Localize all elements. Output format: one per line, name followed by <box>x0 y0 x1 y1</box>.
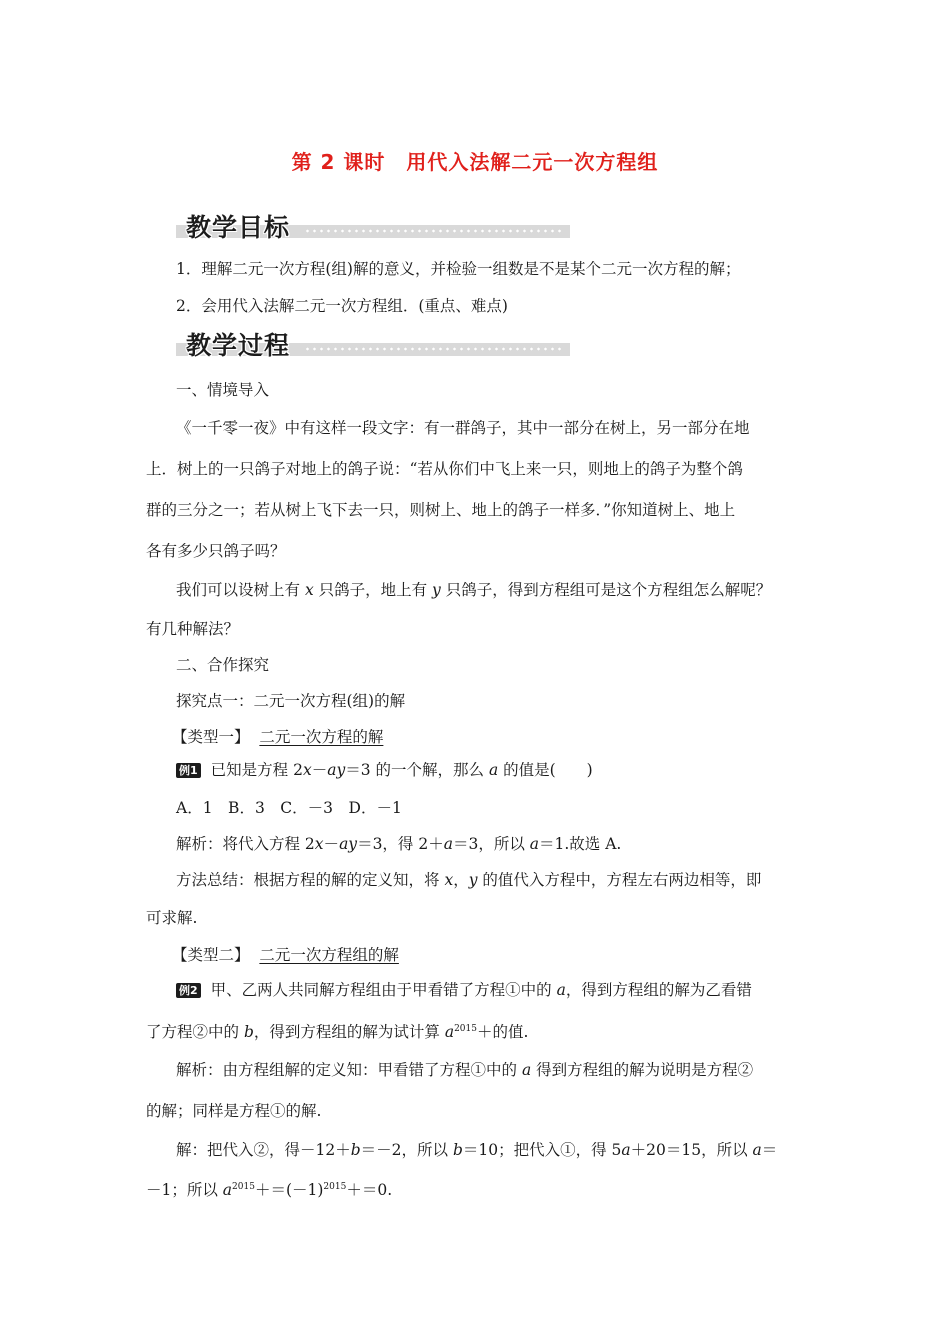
var: a <box>443 835 453 853</box>
var: x <box>444 871 454 889</box>
text: 我们可以设树上有 <box>176 581 305 599</box>
text: 解：把代入②，得－12＋ <box>176 1141 351 1159</box>
exponent: 2015 <box>323 1182 347 1192</box>
text: ＋＝0. <box>346 1181 393 1199</box>
text: － <box>323 835 340 853</box>
text: 只鸽子，地上有 <box>313 581 433 599</box>
text: ＝10；把代入①，得 5 <box>462 1141 622 1159</box>
var: ay <box>327 761 346 779</box>
var: a <box>521 1061 532 1079</box>
answer-line-1 <box>176 1140 777 1160</box>
example-1-options: A．1 B．3 C．－3 D．－1 <box>176 799 402 817</box>
goal-1: 1．理解二元一次方程(组)解的意义，并检验一组数是不是某个二元一次方程的解； <box>176 260 741 278</box>
text: 甲、乙两人共同解方程组由于甲看错了方程①中的 <box>210 981 557 999</box>
section-header-goals <box>176 208 570 242</box>
var: x <box>314 835 324 853</box>
example-2-line-1 <box>176 980 752 1000</box>
exponent: 2015 <box>454 1024 477 1034</box>
exponent: 2015 <box>232 1182 255 1192</box>
var: a <box>752 1141 762 1159</box>
text: ＝－2，所以 <box>360 1141 453 1159</box>
answer-line-2 <box>146 1180 392 1200</box>
text: － <box>311 761 328 779</box>
part-2-heading: 二、合作探究 <box>176 656 270 674</box>
text: ， <box>453 871 469 889</box>
analysis-2-line-2: 的解；同样是方程①的解. <box>146 1102 322 1120</box>
type-2-heading <box>172 945 399 965</box>
part-1-heading: 一、情境导入 <box>176 381 270 399</box>
section-label: 教学目标 <box>186 213 291 242</box>
text: 得到方程组的解为说明是方程② <box>531 1061 754 1079</box>
type-1-heading <box>172 727 383 747</box>
text: 的值是( ) <box>498 761 593 779</box>
example-1 <box>176 760 593 780</box>
text: 解析：由方程组解的定义知：甲看错了方程①中的 <box>176 1061 522 1079</box>
goal-2: 2．会用代入法解二元一次方程组．(重点、难点) <box>176 297 508 315</box>
text: ＝1.故选 A. <box>539 835 622 853</box>
text: －1；所以 <box>146 1181 223 1199</box>
text: 解析：将代入方程 2 <box>176 835 315 853</box>
example-2-line-2 <box>146 1022 528 1042</box>
section-dots <box>304 229 562 233</box>
text: 的值代入方程中，方程左右两边相等，即 <box>477 871 762 889</box>
var: a <box>529 835 540 853</box>
var: a <box>444 1023 455 1041</box>
var-x: x <box>304 581 314 599</box>
var: a <box>556 981 566 999</box>
text: ＝3，所以 <box>452 835 530 853</box>
text: ＋20＝15，所以 <box>630 1141 753 1159</box>
section-header-process <box>176 326 570 360</box>
var: a <box>488 761 499 779</box>
text: ＝ <box>761 1141 778 1159</box>
var: y <box>468 871 478 889</box>
text: ＝3 的一个解，那么 <box>345 761 489 779</box>
var: a <box>621 1141 631 1159</box>
var: b <box>452 1141 463 1159</box>
var: a <box>222 1181 233 1199</box>
page-title: 第 2 课时 用代入法解二元一次方程组 <box>291 150 659 174</box>
solution-1 <box>176 834 621 854</box>
story-line-4: 各有多少只鸽子吗？ <box>146 542 286 560</box>
text: ＋的值. <box>476 1023 529 1041</box>
question-line-1 <box>176 580 771 600</box>
text: 了方程②中的 <box>146 1023 244 1041</box>
text: ，得到方程组的解为试计算 <box>253 1023 445 1041</box>
text: 只鸽子，得到方程组可是这个方程组怎么解呢？ <box>440 581 772 599</box>
story-line-1: 《一千零一夜》中有这样一段文字：有一群鸽子，其中一部分在树上，另一部分在地 <box>176 419 750 437</box>
type-title: 二元一次方程的解 <box>259 728 384 746</box>
text: 已知是方程 2 <box>210 761 303 779</box>
var-y: y <box>432 581 441 599</box>
var: ay <box>339 835 358 853</box>
type-tag: 【类型二】 <box>172 946 250 964</box>
question-line-2: 有几种解法？ <box>146 620 240 638</box>
text: ＝3，得 2＋ <box>357 835 444 853</box>
example-badge: 例2 <box>176 983 201 998</box>
section-dots <box>304 347 562 351</box>
var: x <box>302 761 312 779</box>
explore-point-1: 探究点一：二元一次方程(组)的解 <box>176 692 406 710</box>
text: 方法总结：根据方程的解的定义知，将 <box>176 871 445 889</box>
section-label: 教学过程 <box>186 331 291 360</box>
method-summary-2: 可求解. <box>146 909 198 927</box>
text: ，得到方程组的解为乙看错 <box>565 981 752 999</box>
var: b <box>243 1023 254 1041</box>
story-line-3: 群的三分之一；若从树上飞下去一只，则树上、地上的鸽子一样多．”你知道树上、地上 <box>146 501 736 519</box>
analysis-2-line-1 <box>176 1060 753 1080</box>
story-line-2: 上．树上的一只鸽子对地上的鸽子说：“若从你们中飞上来一只，则地上的鸽子为整个鸽 <box>146 460 743 478</box>
type-tag: 【类型一】 <box>172 728 250 746</box>
type-title: 二元一次方程组的解 <box>259 946 399 964</box>
text: ＋＝(－1) <box>254 1181 324 1199</box>
var: b <box>350 1141 361 1159</box>
example-badge: 例1 <box>176 763 201 778</box>
method-summary-1 <box>176 870 761 890</box>
